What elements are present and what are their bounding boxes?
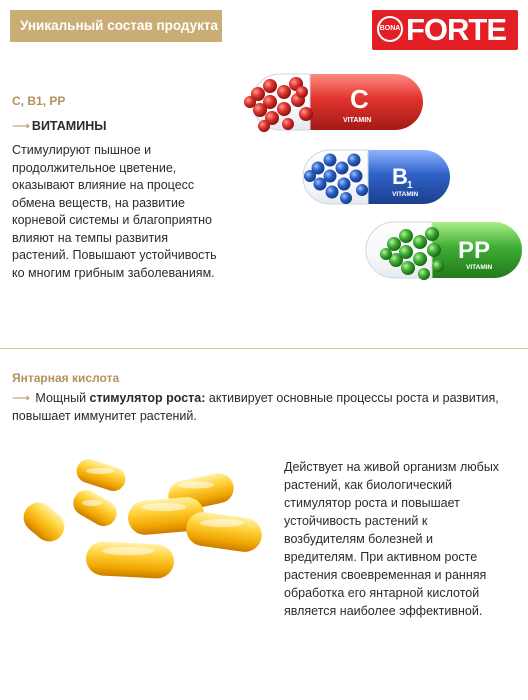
amber-capsules-illustration — [18, 455, 278, 635]
capsule-b-letter: B — [392, 164, 408, 189]
vitamins-label: C, B1, PP — [12, 94, 66, 108]
vitamins-title-text: ВИТАМИНЫ — [31, 119, 107, 133]
succinic-acid-summary — [12, 389, 517, 425]
summary-prefix: Мощный — [35, 391, 90, 405]
capsule-b-word: VITAMIN — [392, 191, 419, 198]
section-header-tag — [10, 10, 222, 42]
summary-bold: стимулятор роста: — [89, 391, 206, 405]
vitamin-capsules-illustration — [240, 64, 528, 304]
vitamin-c-capsule — [244, 74, 423, 132]
vitamins-title — [12, 118, 106, 133]
vitamins-description: Стимулируют пышное и продолжительное цветение, оказывают влияние на процесс обмена веществ, на развитие корневой системы и благоприятно влияют на темпы развития растений. Повышают устойчивость ко многим грибным заболеваниям. — [12, 143, 217, 280]
capsule-c-word: VITAMIN — [343, 117, 372, 124]
capsule-pp-letter: PP — [458, 237, 491, 264]
arrow-icon: ⟶ — [12, 119, 30, 133]
section-header-title: Уникальный состав продукта — [20, 18, 219, 33]
logo-forte-text: FORTE — [406, 12, 507, 47]
summary-rest: активирует основные процессы роста и развития, повышает иммунитет растений. — [12, 391, 499, 423]
vitamin-pp-capsule — [366, 222, 522, 280]
vitamin-b1-capsule — [303, 150, 450, 204]
succinic-acid-label: Янтарная кислота — [12, 371, 120, 385]
brand-logo — [372, 10, 518, 50]
succinic-acid-description: Действует на живой организм любых растений, как биологический стимулятор роста и повышает устойчивость растений к возбудителям болезней и вредителям. При активном росте растения своевременная и ранняя обработка его янтарной кислотой является наиболее эффективной. — [284, 460, 500, 618]
arrow-icon: ⟶ — [12, 391, 30, 405]
capsule-pp-word: VITAMIN — [466, 264, 493, 271]
capsule-b-subscript: 1 — [407, 180, 413, 191]
logo-bona-badge: BONA — [377, 16, 403, 42]
capsule-c-letter: C — [350, 84, 369, 114]
section-divider — [0, 348, 528, 349]
